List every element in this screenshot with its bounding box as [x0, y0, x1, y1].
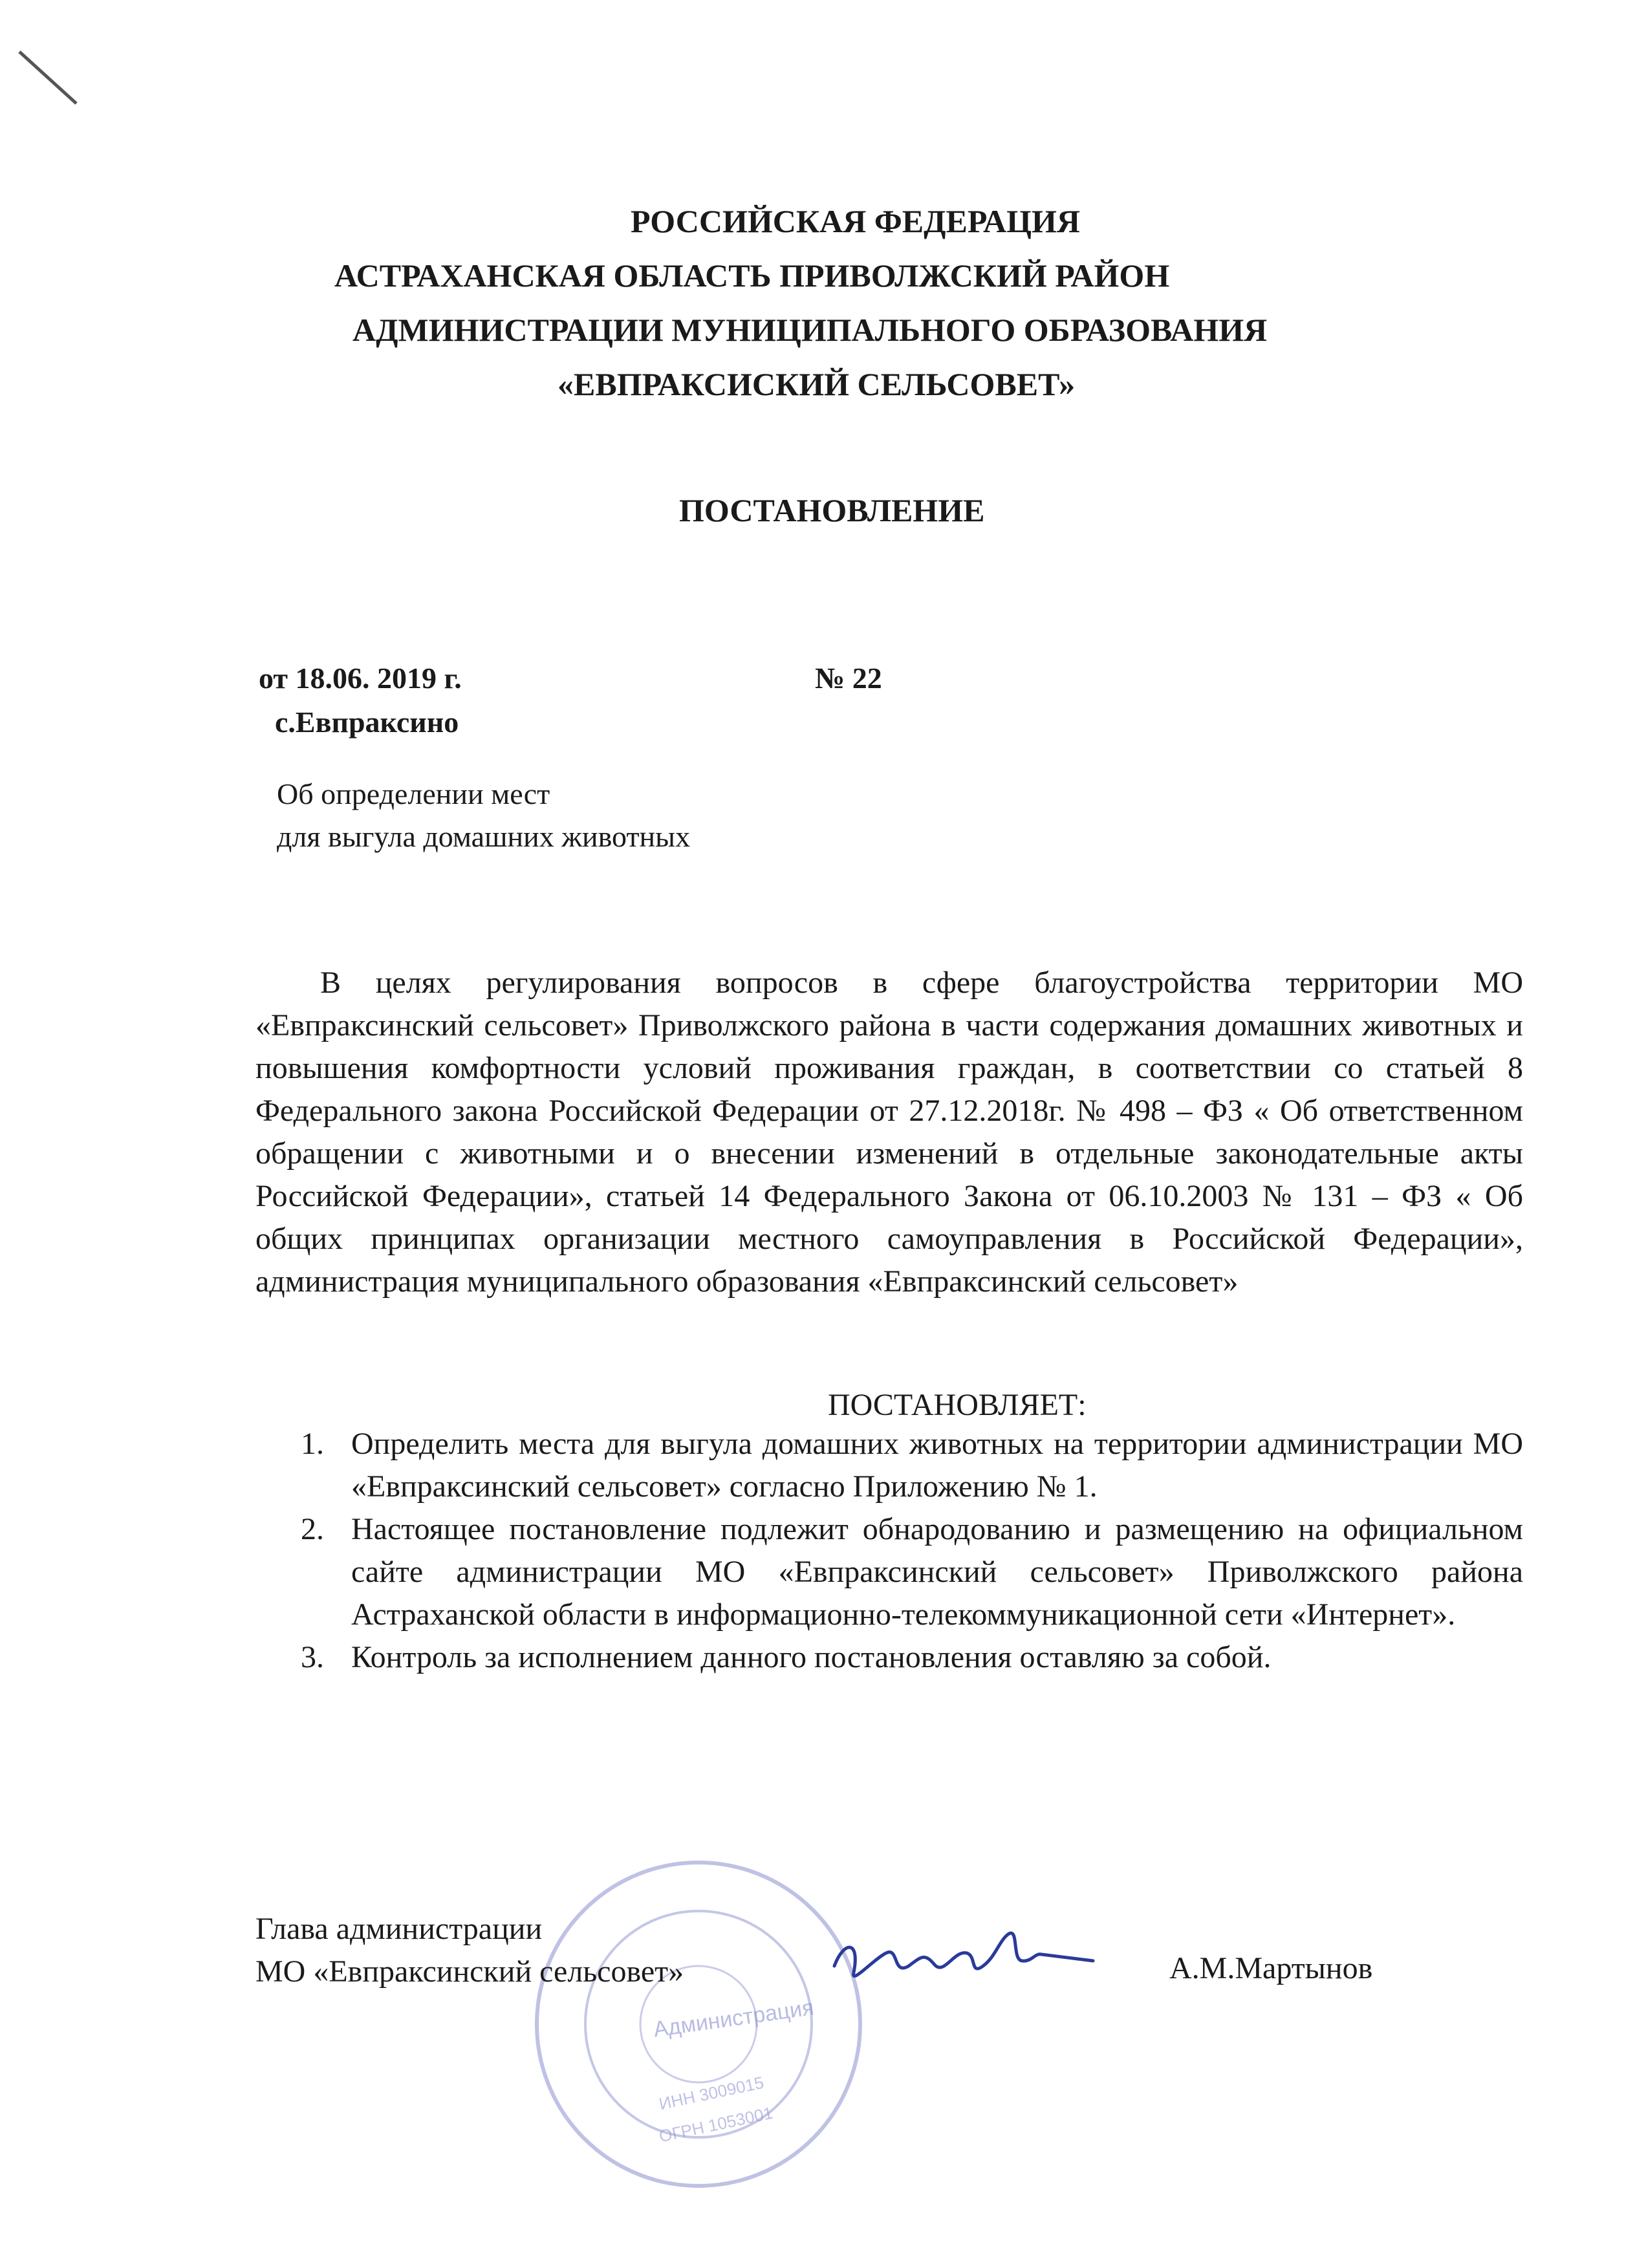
item-text: Настоящее постановление подлежит обнародованию и размещению на официальном сайте администрации МО «Евпраксинский сельсовет» Приволжского района Астраханской области в информационно-телекоммуникационной сети «Интернет».: [351, 1512, 1523, 1632]
item-number: 1.: [301, 1427, 324, 1461]
preamble-paragraph: В целях регулирования вопросов в сфере благоустройства территории МО «Евпраксинский сельсовет» Приволжского района в части содержания домашних животных и повышения комфортности условий проживания граждан, в соответствии со статьей 8 Федерального закона Российской Федерации от 27.12.2018г. № 498 – ФЗ « Об ответственном обращении с животными и о внесении изменений в отдельные законодательные акты Российской Федерации», статьей 14 Федерального Закона от 06.10.2003 № 131 – ФЗ « Об общих принципах организации местного самоуправления в Российской Федерации», администрация муниципального образования «Евпраксинский сельсовет»: [255, 966, 1523, 1299]
svg-text:Администрация: Администрация: [651, 1995, 816, 2042]
decree-items: [255, 1423, 1523, 1679]
svg-text:ИНН 3009015: ИНН 3009015: [657, 2072, 766, 2114]
document-number: № 22: [815, 662, 882, 695]
svg-text:ОГРН 1053001: ОГРН 1053001: [657, 2102, 775, 2146]
decree-item: [255, 1423, 1523, 1508]
document-place: с.Евпраксино: [275, 706, 459, 739]
decree-item: [255, 1508, 1523, 1636]
signer-position-1: Глава администрации: [255, 1912, 543, 1946]
item-text: Определить места для выгула домашних животных на территории администрации МО «Евпраксинский сельсовет» согласно Приложению № 1.: [351, 1427, 1523, 1504]
subject-line-2: для выгула домашних животных: [277, 820, 691, 853]
subject-line-1: Об определении мест: [277, 777, 550, 810]
decree-item: [255, 1636, 1523, 1679]
document-type: ПОСТАНОВЛЕНИЕ: [679, 492, 985, 528]
item-number: 2.: [301, 1512, 324, 1546]
signer-name: А.М.Мартынов: [1169, 1951, 1373, 1985]
header-municipality: «ЕВПРАКСИСКИЙ СЕЛЬСОВЕТ»: [558, 366, 1076, 402]
decree-word: ПОСТАНОВЛЯЕТ:: [828, 1388, 1087, 1422]
header-country: РОССИЙСКАЯ ФЕДЕРАЦИЯ: [631, 203, 1081, 239]
document-subject: [277, 773, 690, 858]
handwritten-signature: [815, 1914, 1112, 2005]
header-administration: АДМИНИСТРАЦИИ МУНИЦИПАЛЬНОГО ОБРАЗОВАНИЯ: [352, 312, 1268, 348]
scan-mark: [0, 0, 129, 129]
header-region: АСТРАХАНСКАЯ ОБЛАСТЬ ПРИВОЛЖСКИЙ РАЙОН: [334, 257, 1170, 294]
item-text: Контроль за исполнением данного постановления оставляю за собой.: [351, 1640, 1272, 1674]
signer-position-2: МО «Евпраксинский сельсовет»: [255, 1954, 684, 1989]
item-number: 3.: [301, 1640, 324, 1674]
official-stamp: [530, 1856, 867, 2192]
document-header: [0, 194, 1635, 411]
document-date: от 18.06. 2019 г.: [259, 662, 462, 695]
signature-block: [255, 1908, 684, 1993]
